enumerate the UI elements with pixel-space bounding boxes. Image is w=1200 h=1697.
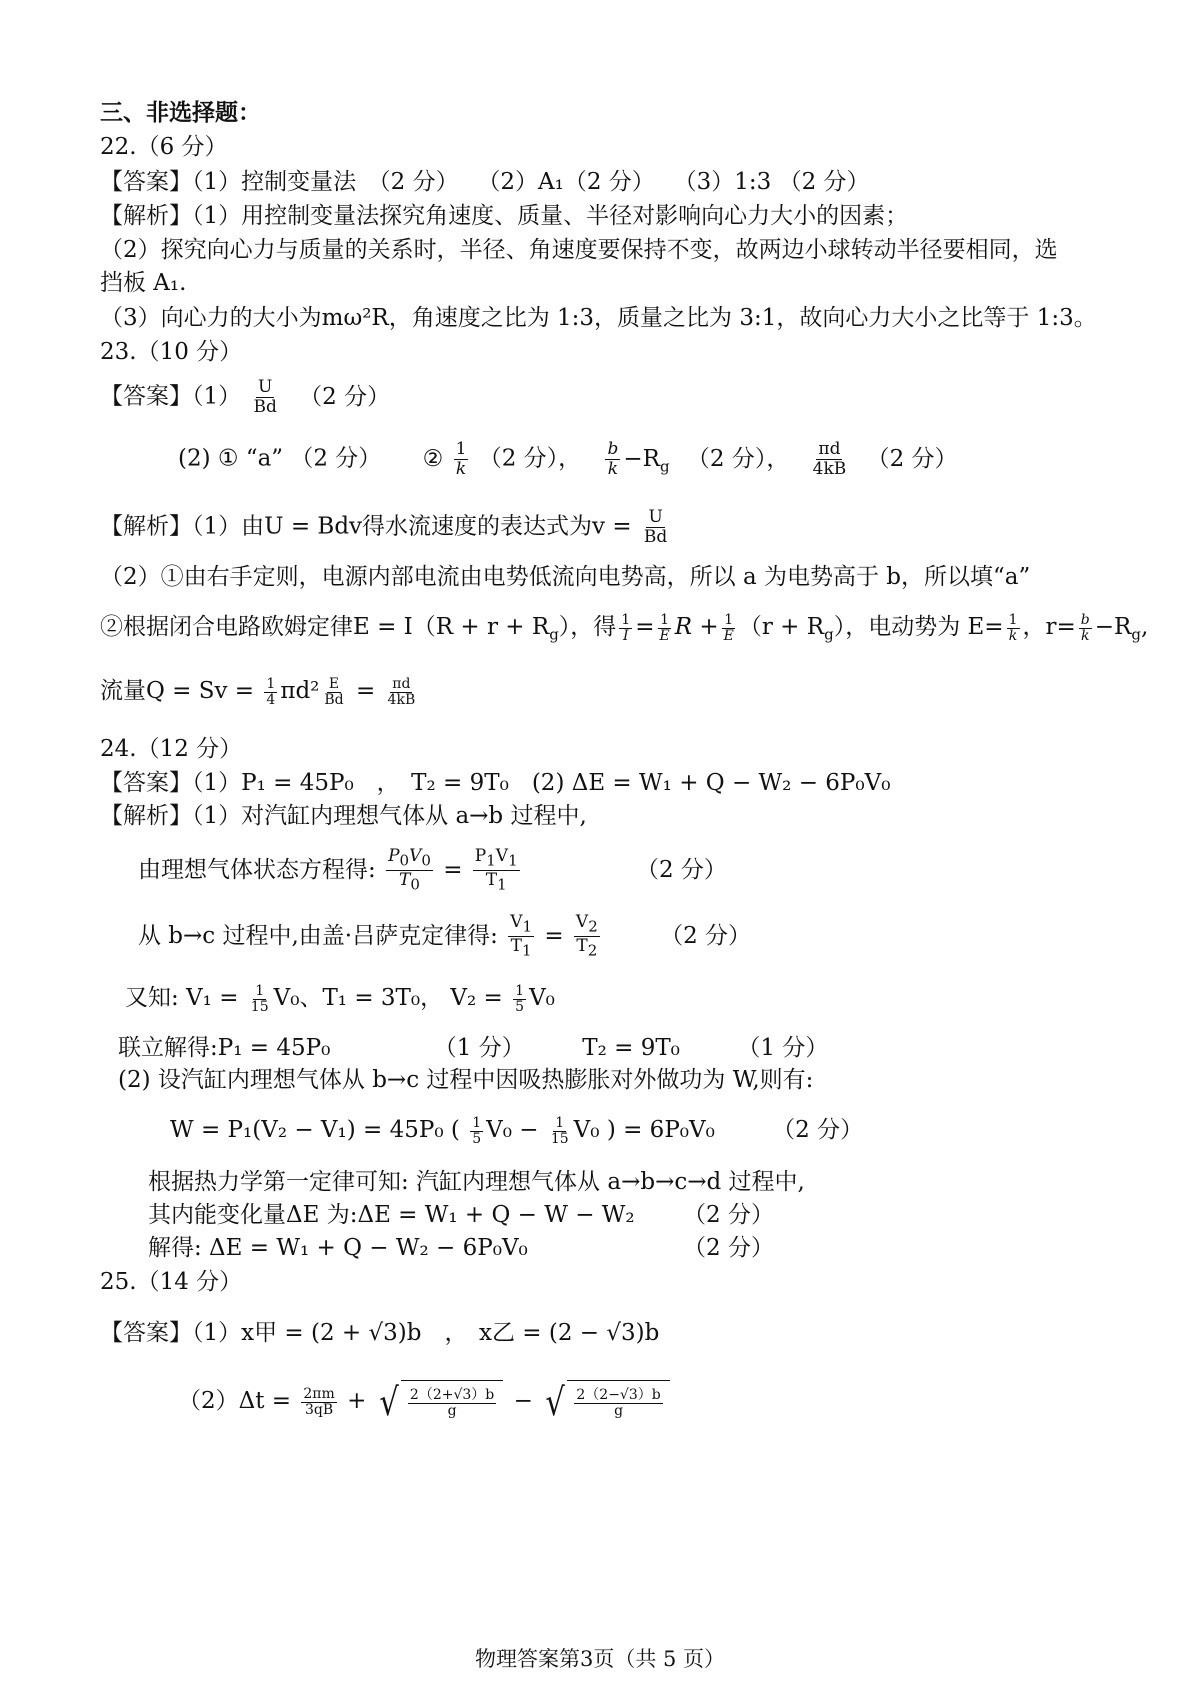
known-text-2: V₀、T₁ = 3T₀， V₂ = [273,985,503,1011]
work-text: W = P₁(V₂ − V₁) = 45P₀ ( [170,1117,460,1143]
delta-e-text: 其内能变化量ΔE 为:ΔE = W₁ + Q − W − W₂ [148,1202,635,1228]
ohm-law-text-2: ），得 [558,614,617,640]
p0v0-over-t0-fraction: $\frac{P_0V_0}{T_0}$ [388,846,431,894]
ohm-law-text-4: （r + R [738,614,825,640]
section-title: 三、非选择题： [100,99,261,126]
plus-sign: + [347,1388,367,1414]
r-fraction: $\frac{b}{k}$ [1080,611,1090,644]
one-fifth-fraction: $\frac{1}{5}$ [515,982,525,1015]
q23-analysis-2: （2）①由右手定则，电源内部电流由电势低流向电势高，所以 a 为电势高于 b，所以填“a” [100,564,1031,590]
one-fifteenth-fraction: $\frac{1}{15}$ [250,982,269,1015]
b-over-k-minus-rg: $\frac{b}{k}$ $-R_g$ [607,439,670,479]
q24-eq1: 由理想气体状态方程得: $\frac{P_0V_0}{T_0}$ = $\frac{P_1V_1}{T_1}$ （2 分） [138,846,727,894]
ohm-law-text-7: −R [1094,614,1132,640]
q22-analysis-3: （3）向心力的大小为mω²R，角速度之比为 1:3，质量之比为 3:1，故向心力大小之比等于 1:3。 [100,305,1097,331]
v1-over-t1-fraction: $\frac{V_1}{T_1}$ [510,912,533,960]
p1v1-over-t1-fraction: $\frac{P_1V_1}{T_1}$ [474,846,518,894]
u-over-bd-fraction: $\frac{U}{Bd}$ [253,377,277,417]
work-one-fifth-fraction: $\frac{1}{5}$ [472,1114,482,1147]
velocity-fraction: $\frac{U}{Bd}$ [643,507,668,547]
delta-t-text: （2）Δt = [178,1388,292,1414]
minus-sign: − [513,1388,533,1414]
work-text-3: V₀ ) = 6P₀V₀ [573,1117,715,1143]
quarter-fraction: $\frac{1}{4}$ [266,675,276,708]
e-over-bd-fraction: $\frac{E}{Bd}$ [324,675,344,708]
one-over-e-fraction: $\frac{1}{E}$ [659,611,670,644]
work-one-fifteenth-fraction: $\frac{1}{15}$ [550,1114,569,1147]
q22-analysis-2b: 挡板 A₁. [100,270,187,296]
q24-solve: 联立解得:P₁ = 45P₀ （1 分） T₂ = 9T₀ （1 分） [118,1035,829,1061]
emf-fraction: $\frac{1}{k}$ [1008,611,1018,644]
eq2-score: （2 分） [660,922,752,949]
q24-header: 24.（12 分） [100,736,243,762]
q23-analysis-1-text: 【解析】（1）由U = Bdv得水流速度的表达式为v = [100,513,632,540]
q23-answer-1-prefix: 【答案】（1） [100,383,242,410]
q23-answer-2 [178,440,958,481]
q23-answer-1 [100,378,390,417]
pid-over-4kb-fraction: $\frac{\pi d}{4kB}$ [812,439,847,479]
delta-e-score: （2 分） [683,1202,774,1228]
q22-analysis-2a: （2）探究向心力与质量的关系时，半径、角速度要保持不变，故两边小球转动半径要相同，选 [100,237,1058,263]
known-text: 又知: V₁ = [125,985,239,1011]
eq1-text: 由理想气体状态方程得: [138,856,376,883]
result-score: （2 分） [683,1235,774,1261]
page-footer: 物理答案第3页（共 5 页） [474,1647,726,1671]
flow-result-fraction: $\frac{\pi d}{4kB}$ [387,675,416,708]
q24-law: 根据热力学第一定律可知: 汽缸内理想气体从 a→b→c→d 过程中, [148,1169,805,1195]
result-text: 解得: ΔE = W₁ + Q − W₂ − 6P₀V₀ [148,1235,528,1261]
q22-header: 22.（6 分） [100,134,228,160]
q24-result [148,1233,774,1263]
one-over-k-fraction: $\frac{1}{k}$ [455,439,467,479]
q24-work [170,1115,863,1147]
sqrt-term-2: √ $\frac{2(2-√3)b}{g}$ [543,1380,670,1424]
q23-answer-2c: （2 分）， [478,445,582,472]
q25-header: 25.（14 分） [100,1269,243,1295]
q22-answer: 【答案】（1）控制变量法 （2 分） （2）A₁（2 分） （3）1:3 （2 分） [100,169,870,195]
q23-answer-1-score: （2 分） [299,383,391,410]
ohm-law-text: ②根据闭合电路欧姆定律E = I（R + r + R [100,614,550,640]
q24-part2: (2) 设汽缸内理想气体从 b→c 过程中因吸热膨胀对外做功为 W,则有: [118,1067,814,1093]
eq2-text: 从 b→c 过程中,由盖·吕萨克定律得: [138,922,498,949]
two-pi-m-over-3qb-fraction: $\frac{2\pi m}{3qB}$ [303,1385,335,1418]
ohm-law-text-6: ，r= [1022,614,1076,640]
q24-answer: 【答案】（1）P₁ = 45P₀ ， T₂ = 9T₀ (2) ΔE = W₁ + Q − W₂ − 6P₀V₀ [100,770,891,796]
work-text-2: V₀ − [486,1117,539,1143]
q22-analysis-1: 【解析】（1）用控制变量法探究角速度、质量、半径对影响向心力大小的因素； [100,203,909,229]
one-over-e-fraction-2: $\frac{1}{E}$ [723,611,734,644]
q23-analysis-3: ②根据闭合电路欧姆定律$E = I(R + r + R_g)$，得 $\frac{1}{I}$ = $\frac{1}{E}$ R + $\frac{1}{E}$ $(r + R_g)$，电动势为 E= $\frac{1}{k}$ ，r= $\frac{b}{k}$ $-R_g$, [100,611,1149,644]
q23-answer-2d: （2 分）， [686,445,790,472]
q23-flow: 流量Q = Sv = $\frac{1}{4}$ πd² $\frac{E}{Bd}$ = $\frac{\pi d}{4kB}$ [100,675,416,708]
flow-text: 流量Q = Sv = [100,678,255,704]
flow-text-2: πd² [280,678,320,704]
work-score: （2 分） [772,1117,864,1143]
ohm-law-text-5: ），电动势为 E= [833,614,1004,640]
q24-analysis-1: 【解析】（1）对汽缸内理想气体从 a→b 过程中, [100,803,587,829]
q24-delta-e [148,1200,774,1230]
eq1-score: （2 分） [635,856,727,883]
one-over-i-fraction: $\frac{1}{I}$ [621,611,631,644]
q25-answer-2 [178,1380,673,1424]
q23-analysis-1 [100,508,672,547]
ohm-law-text-3: R + [674,614,719,640]
q23-answer-2a: (2) ① “a” （2 分） [178,445,382,472]
q23-answer-2e: （2 分） [866,445,958,472]
sqrt-term-1: √ $\frac{2(2+√3)b}{g}$ [377,1380,504,1424]
known-text-3: V₀ [529,985,555,1011]
q23-answer-2b: ② [422,445,444,472]
q25-answer-1: 【答案】（1）x甲 = (2 + √3)b ， x乙 = (2 − √3)b [100,1320,660,1346]
q23-header: 23.（10 分） [100,339,243,365]
q24-known [125,983,555,1015]
v2-over-t2-fraction: $\frac{V_2}{T_2}$ [575,912,598,960]
q24-eq2: 从 b→c 过程中,由盖·吕萨克定律得: $\frac{V_1}{T_1}$ = $\frac{V_2}{T_2}$ （2 分） [138,912,752,960]
